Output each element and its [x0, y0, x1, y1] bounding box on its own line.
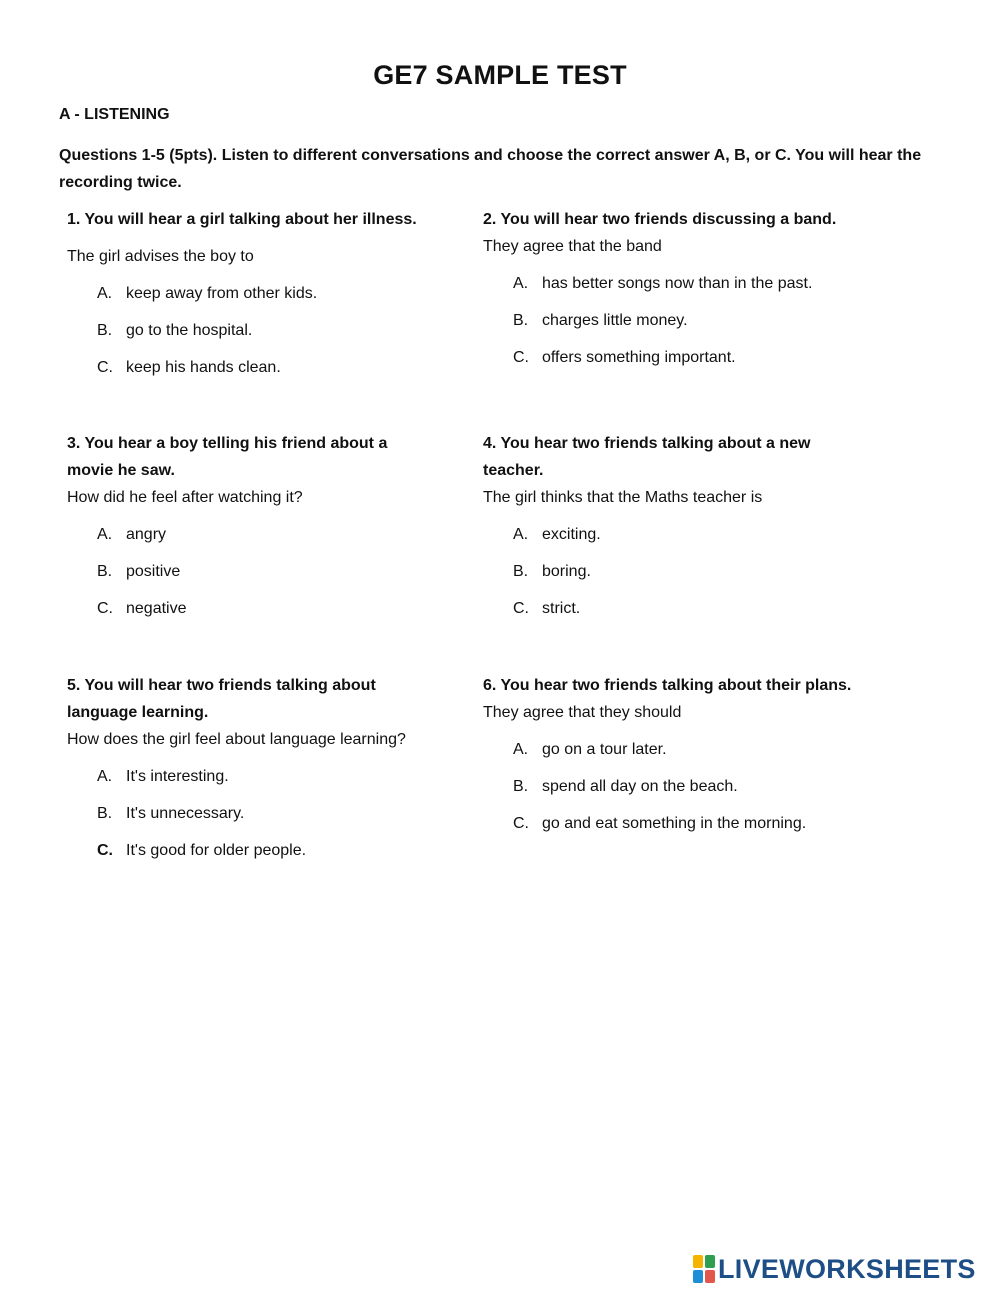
question-heading: 5. You will hear two friends talking about language learning.: [67, 677, 376, 721]
question-stem: How does the girl feel about language learning?: [67, 731, 406, 748]
answer-option-c[interactable]: [483, 344, 903, 381]
option-letter: C.: [97, 600, 113, 617]
option-letter: A.: [513, 275, 529, 292]
answer-option-a[interactable]: [67, 521, 437, 558]
question-5: [67, 672, 467, 874]
option-text: It's good for older people.: [126, 842, 307, 859]
option-letter: C.: [513, 349, 529, 366]
option-text: go on a tour later.: [542, 741, 667, 758]
option-text: exciting.: [542, 526, 601, 543]
question-6: [483, 672, 883, 847]
logo-text: LIVEWORKSHEETS: [718, 1254, 976, 1284]
option-text: angry: [126, 526, 167, 543]
option-text: It's unnecessary.: [126, 805, 245, 822]
answer-options: [67, 280, 462, 391]
option-text: has better songs now than in the past.: [542, 275, 813, 292]
option-letter: B.: [97, 322, 113, 339]
option-text: strict.: [542, 600, 581, 617]
instructions: Questions 1-5 (5pts). Listen to different conversations and choose the correct answer A, B, or C. You will hear the recording twice.: [59, 147, 922, 191]
answer-option-a[interactable]: [67, 763, 467, 800]
option-text: keep away from other kids.: [126, 285, 318, 302]
answer-option-c[interactable]: [67, 354, 462, 391]
answer-option-b[interactable]: [483, 558, 863, 595]
option-letter: C.: [513, 600, 529, 617]
option-text: It's interesting.: [126, 768, 229, 785]
answer-option-c[interactable]: [67, 837, 467, 874]
option-letter: C.: [513, 815, 529, 832]
question-2: [483, 206, 903, 381]
option-text: charges little money.: [542, 312, 688, 329]
option-letter: C.: [97, 359, 113, 376]
question-stem: They agree that they should: [483, 704, 682, 721]
option-letter: A.: [97, 285, 113, 302]
question-stem: How did he feel after watching it?: [67, 489, 303, 506]
section-heading: A - LISTENING: [59, 106, 170, 123]
answer-options: [67, 763, 467, 874]
option-text: negative: [126, 600, 187, 617]
answer-option-a[interactable]: [483, 736, 883, 773]
question-heading: 2. You will hear two friends discussing a band.: [483, 211, 837, 228]
answer-options: [67, 521, 437, 632]
option-text: spend all day on the beach.: [542, 778, 738, 795]
option-letter: B.: [97, 563, 113, 580]
option-text: go and eat something in the morning.: [542, 815, 807, 832]
logo-square-icon: [705, 1270, 715, 1283]
logo-square-icon: [693, 1270, 703, 1283]
option-letter: A.: [513, 526, 529, 543]
answer-option-a[interactable]: [483, 270, 903, 307]
logo-square-icon: [693, 1255, 703, 1268]
question-heading: 3. You hear a boy telling his friend about a movie he saw.: [67, 435, 388, 479]
option-text: boring.: [542, 563, 591, 580]
answer-options: [483, 270, 903, 381]
question-heading: 1. You will hear a girl talking about her illness.: [67, 211, 417, 228]
answer-option-c[interactable]: [483, 595, 863, 632]
logo-square-icon: [705, 1255, 715, 1268]
option-text: keep his hands clean.: [126, 359, 281, 376]
option-letter: B.: [97, 805, 113, 822]
option-text: positive: [126, 563, 181, 580]
answer-option-b[interactable]: [67, 800, 467, 837]
option-letter: B.: [513, 312, 529, 329]
question-4: [483, 430, 863, 632]
option-letter: A.: [97, 768, 113, 785]
answer-options: [483, 736, 883, 847]
answer-option-a[interactable]: [67, 280, 462, 317]
page-title: GE7 SAMPLE TEST: [373, 60, 627, 90]
answer-option-b[interactable]: [67, 558, 437, 595]
question-heading: 6. You hear two friends talking about their plans.: [483, 677, 852, 694]
question-stem: The girl advises the boy to: [67, 248, 254, 265]
answer-option-c[interactable]: [67, 595, 437, 632]
question-3: [67, 430, 437, 632]
option-text: offers something important.: [542, 349, 736, 366]
answer-option-c[interactable]: [483, 810, 883, 847]
option-letter: A.: [97, 526, 113, 543]
option-text: go to the hospital.: [126, 322, 253, 339]
liveworksheets-logo: [693, 1254, 976, 1284]
option-letter: C.: [97, 842, 113, 859]
answer-option-b[interactable]: [67, 317, 462, 354]
option-letter: B.: [513, 563, 529, 580]
question-stem: The girl thinks that the Maths teacher is: [483, 489, 763, 506]
logo-mark-icon: [693, 1255, 715, 1283]
answer-option-b[interactable]: [483, 773, 883, 810]
question-1: [67, 206, 462, 391]
answer-option-a[interactable]: [483, 521, 863, 558]
option-letter: A.: [513, 741, 529, 758]
question-heading: 4. You hear two friends talking about a new teacher.: [483, 435, 811, 479]
question-stem: They agree that the band: [483, 238, 662, 255]
answer-option-b[interactable]: [483, 307, 903, 344]
option-letter: B.: [513, 778, 529, 795]
answer-options: [483, 521, 863, 632]
